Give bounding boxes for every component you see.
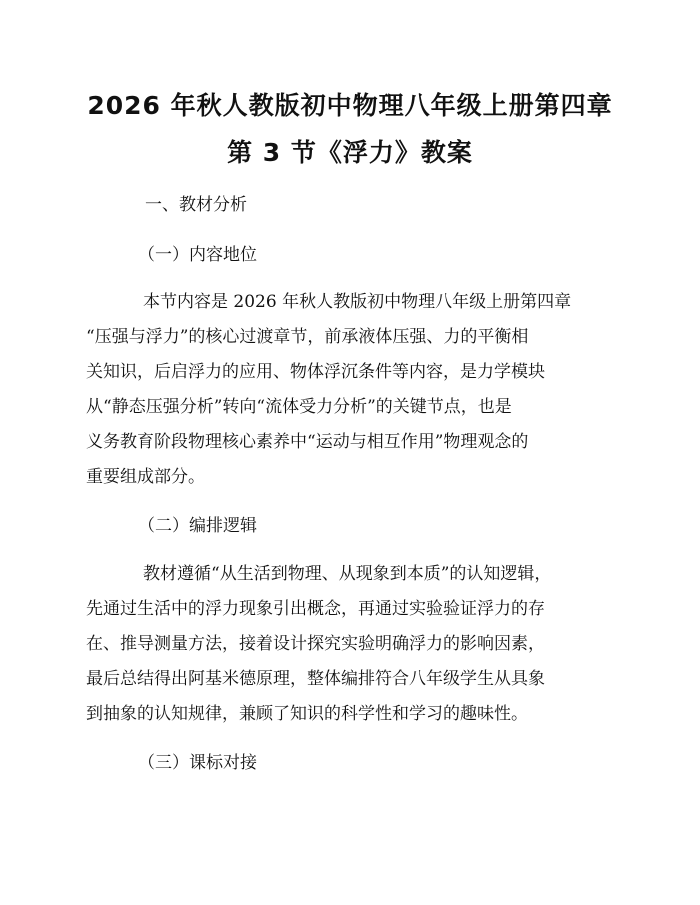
paragraph-line: 到抽象的认知规律，兼顾了知识的科学性和学习的趣味性。 xyxy=(86,704,528,724)
paragraph-line: 本节内容是 2026 年秋人教版初中物理八年级上册第四章 xyxy=(143,292,572,312)
document-title-line-1: 2026 年秋人教版初中物理八年级上册第四章 xyxy=(87,91,613,120)
paragraph-line: 重要组成部分。 xyxy=(86,467,205,487)
subsection-heading-curriculum-alignment: （三）课标对接 xyxy=(138,753,257,773)
document-title-line-2: 第 3 节《浮力》教案 xyxy=(227,138,473,167)
paragraph-line: 教材遵循“从生活到物理、从现象到本质”的认知逻辑， xyxy=(143,564,552,584)
paragraph-line: 最后总结得出阿基米德原理，整体编排符合八年级学生从具象 xyxy=(86,669,545,689)
paragraph-line: 先通过生活中的浮力现象引出概念，再通过实验验证浮力的存 xyxy=(86,599,545,619)
paragraph-line: 义务教育阶段物理核心素养中“运动与相互作用”物理观念的 xyxy=(86,432,529,452)
subsection-heading-layout-logic: （二）编排逻辑 xyxy=(138,516,257,536)
paragraph-line: 在、推导测量方法，接着设计探究实验明确浮力的影响因素， xyxy=(86,634,545,654)
subsection-heading-content-position: （一）内容地位 xyxy=(138,245,257,265)
section-heading-textbook-analysis: 一、教材分析 xyxy=(145,195,247,215)
paragraph-line: “压强与浮力”的核心过渡章节，前承液体压强、力的平衡相 xyxy=(86,327,529,347)
paragraph-line: 关知识，后启浮力的应用、物体浮沉条件等内容，是力学模块 xyxy=(86,362,545,382)
paragraph-line: 从“静态压强分析”转向“流体受力分析”的关键节点，也是 xyxy=(86,397,512,417)
